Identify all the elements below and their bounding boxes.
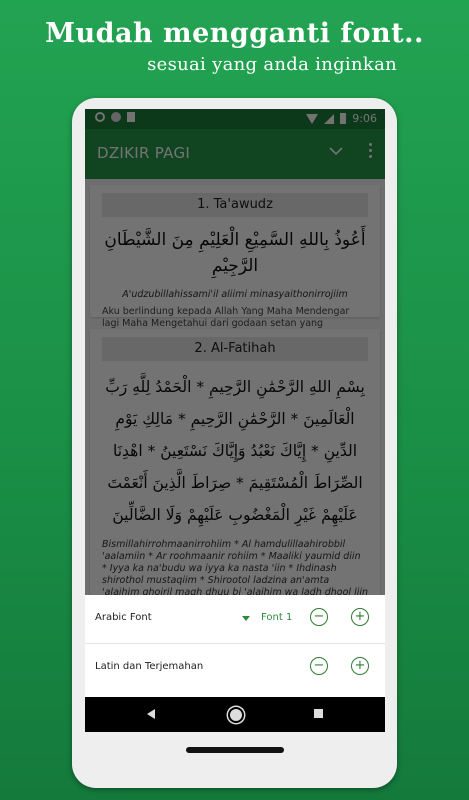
arabic-font-select[interactable]: Font 1 [261,612,293,623]
arabic-increase-button[interactable]: + [351,608,369,626]
latin-label: Latin dan Terjemahan [95,661,204,672]
promo-subline: sesuai yang anda inginkan [147,54,397,75]
promo-headline: Mudah mengganti font.. [45,18,424,49]
latin-size-row [85,644,385,692]
arabic-font-row [85,595,385,643]
font-settings-sheet [85,595,385,697]
arabic-font-label: Arabic Font [95,612,152,623]
back-icon[interactable] [147,709,155,719]
latin-increase-button[interactable]: + [351,657,369,675]
latin-decrease-button[interactable]: − [310,657,328,675]
phone-screen [85,109,385,732]
nav-bar [85,697,385,732]
home-icon[interactable] [228,707,244,723]
arabic-decrease-button[interactable]: − [310,608,328,626]
recents-icon[interactable] [314,709,323,718]
phone-home-indicator [186,747,284,753]
dim-overlay[interactable] [85,109,385,595]
dropdown-arrow-icon[interactable] [242,616,250,621]
